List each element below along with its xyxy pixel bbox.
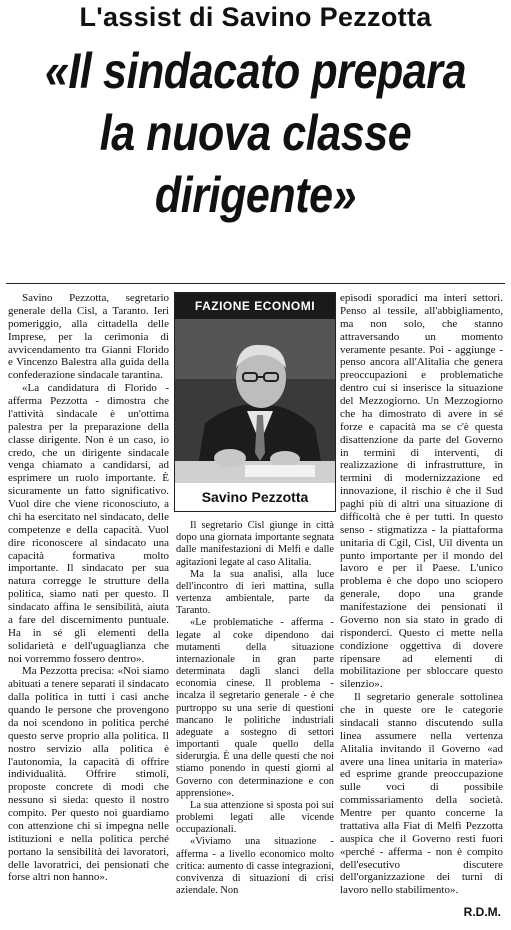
article-paragraph: La sua attenzione si sposta poi sui problemi legati alle vicende occupazionali.	[176, 799, 334, 836]
photo-caption: Savino Pezzotta	[175, 483, 335, 511]
article-paragraph: Il segretario generale sottolinea che in queste ore le categorie sindacali stanno discutendo sulla linea assumere nella vertenza Alitalia invitando il Governo «ad avere una linea unitaria in materia» ed esprime grande preoccupazione sulle voci di possibile commissariamento della società. Mentre per quanto concerne la trattativa alla Fiat di Melfi Pezzotta auspica che il Governo resti fuori «perché - afferma - non è compito dell'esecutivo discutere dell'organizzazione dei turni di lavoro nello stabilimento».	[340, 691, 503, 897]
author-signature: R.D.M.	[463, 905, 501, 919]
article-kicker: L'assist di Savino Pezzotta	[79, 2, 432, 32]
article-paragraph: Savino Pezzotta, segretario generale della Cisl, a Taranto. Ieri pomeriggio, alla cittadella delle Imprese, per la cerimonia di avvicendamento tra Gianni Florido e Vincenzo Balestra alla guida della confederazione sindacale tarantina.	[8, 292, 169, 382]
article-paragraph: Il segretario Cisl giunge in città dopo una giornata importante segnata dalle manifestazioni di Melfi e dalle agitazioni legate al caso Alitalia.	[176, 520, 334, 568]
article-paragraph: «Le problematiche - afferma - legate al coke dipendono dai mutamenti della situazione internazionale in gran parte determinata dagli slanci della economia cinese. Il problema - incalza il segretario generale - è che purtroppo su una serie di questioni mancano le politiche industriali adeguate a sostegno di settori importanti quale quello della siderurgia. È una delle questi che noi stiamo ponendo in questi giorni al Governo con determinazione e con apprensione».	[176, 617, 334, 799]
article-column-2	[176, 520, 334, 897]
article-paragraph: Ma la sua analisi, alla luce dell'incontro di ieri mattina, sulla vertenza ambientale, parte da Taranto.	[176, 568, 334, 617]
article-column-3	[340, 292, 503, 897]
article-paragraph: Ma Pezzotta precisa: «Noi siamo abituati a tenere separati il sindacato dalla politica in tutti i casi anche quando le persone che provengono da noi scendono in politica perché questo serve proprio alla politica. Il nostro servizio alla politica è l'autonomia, la capacità di offrire individualità. Offrire stimoli, proposte concrete di modi che nessuno si sieda: questo il nostro compito. Per questo noi guardiamo con attenzione chi si impegna nelle istituzioni e nella politica perché portano la sensibilità dei lavoratori, delle lavoratrici, dei pensionati che forse altri non hanno».	[8, 665, 169, 884]
headline-divider	[6, 283, 505, 284]
article-headline: «Il sindacato prepara la nuova classe dirigente»	[44, 43, 467, 223]
article-paragraph: «La candidatura di Florido - afferma Pezzotta - dimostra che l'attività sindacale è un'ottima palestra per la preparazione della classe dirigente. Non è un caso, io credo, che un dirigente sindacale venga chiamato a candidarsi, ad esprimere un ruolo importante. È sicuramente un fatto significativo. Vuol dire che viene riconosciuto, a chi ha esercitato nel sindacato, delle competenze e della capacità. Vuol dire riconoscere al sindacato una capacità formativa molto importante. Il sindacato per sua natura corregge le strutture della politica, siamo nati per questo. Il sindacato affina le sensibilità, aiuta a fare del discernimento puntuale. Ha in sé gli elementi della solidarietà e dell'uguaglianza che noi vorremmo fossero dentro».	[8, 382, 169, 665]
article-paragraph: «Viviamo una situazione - afferma - a livello economico molto critica: aumento di casse integrazioni, convivenza di situazioni di crisi aziendale. Non	[176, 836, 334, 897]
article-photo	[174, 292, 336, 512]
photo-backdrop-text: FAZIONE ECONOMI	[175, 293, 335, 319]
article-paragraph: episodi sporadici ma interi settori. Penso al tessile, all'abbigliamento, ma non solo, che stanno attraversando un momento veramente pesante. Poi - aggiunge - penso ancora all'Alitalia che genera preoccupazioni e problematiche dentro cui si inserisce la situazione del Mezzogiorno. Un Mezzogiorno che ha dimostrato di avere in sé forze e capacità ma se c'è questa disattenzione da parte del Governo in termini di interventi, di realizzazione di infrastrutture, in termini di modernizzazione ed innovazione, il rischio è che il Sud paghi più di altri una situazione di difficoltà che è per tutti. In questo senso - stigmatizza - la piattaforma unitaria di Cgil, Cisl, Uil diventa un punto importante per il mondo del lavoro e per il Paese. L'unico problema è che dopo uno sciopero generale, dopo una grande manifestazione dei pensionati il Governo non sia stato in grado di risponderci. Questo ci mette nella condizione oggettiva di dovere ripensare ad elementi di mobilitazione per sbloccare questo silenzio».	[340, 292, 503, 691]
article-column-1	[8, 292, 169, 884]
portrait-illustration	[175, 293, 335, 511]
